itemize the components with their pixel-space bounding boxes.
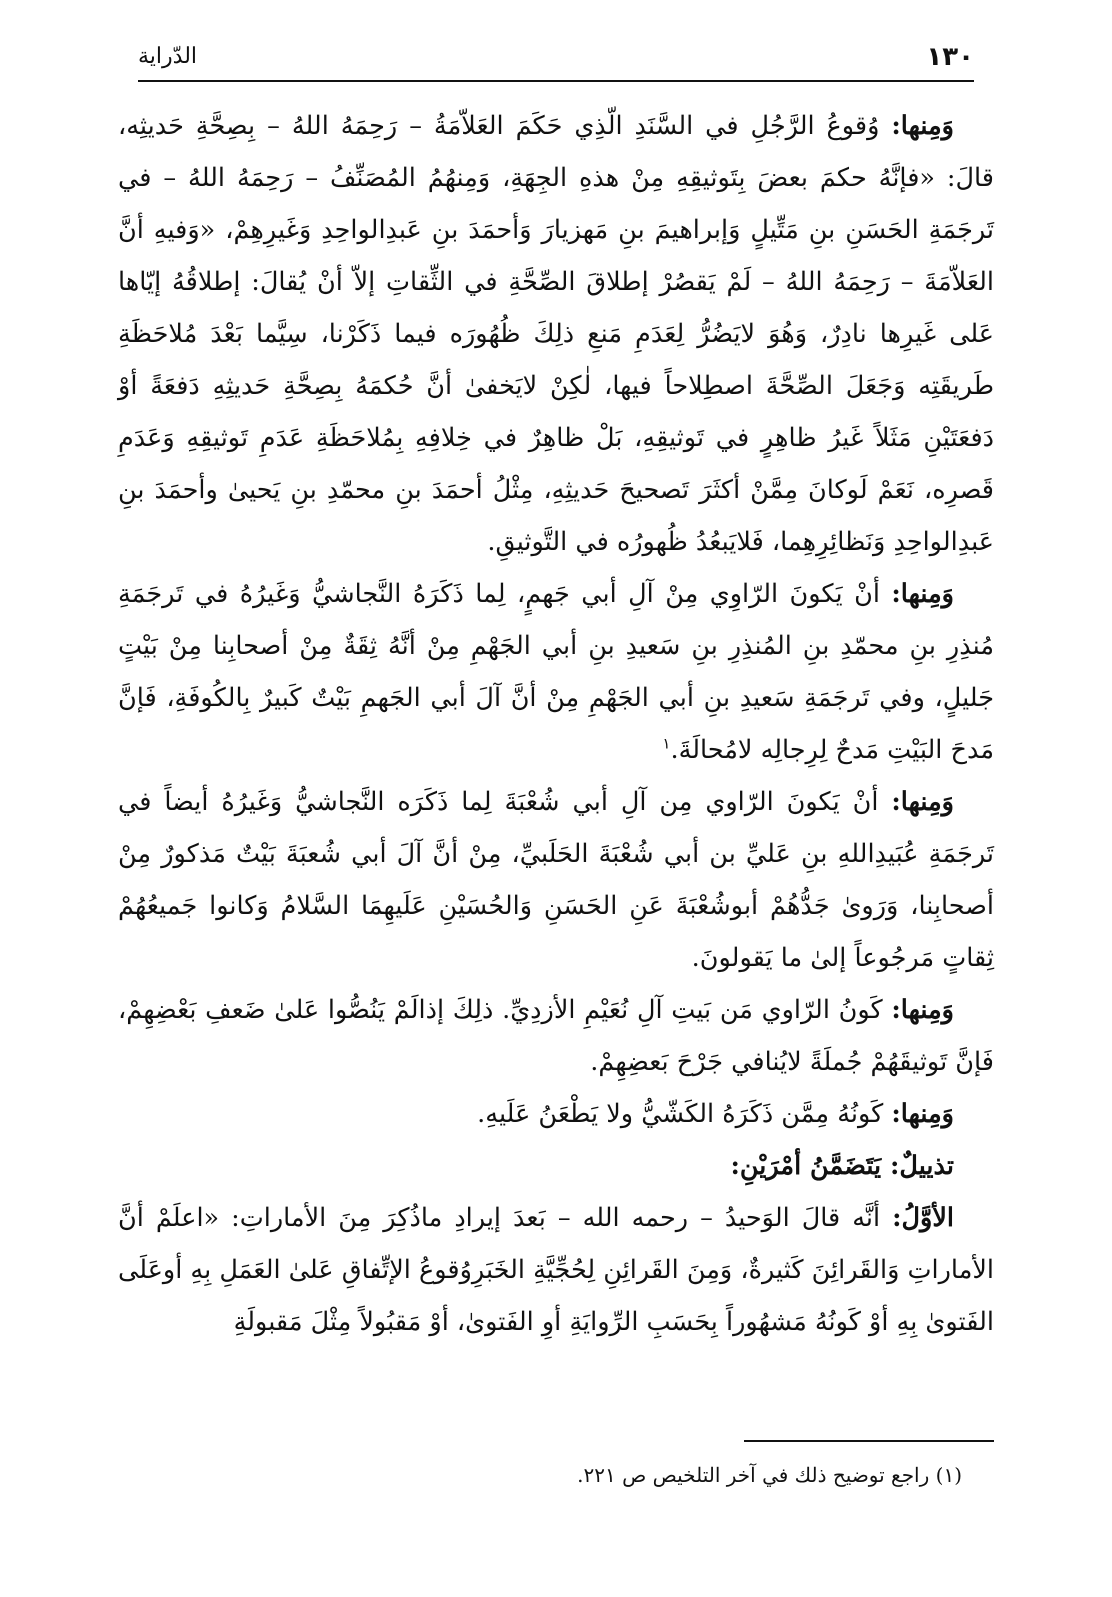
page-header bbox=[138, 40, 974, 82]
paragraph bbox=[118, 776, 994, 984]
paragraph-lead: الأوَّلُ: bbox=[892, 1203, 954, 1233]
body-text bbox=[118, 100, 994, 1348]
paragraph bbox=[118, 984, 994, 1088]
paragraph-text: أنْ يَكونَ الرّاوِي مِنْ آلِ أبي جَهمٍ، لِما ذَكَرَهُ النَّجاشيُّ وَغَيرُهُ في تَرجَمَةِ مُنذِرِ بنِ محمّدِ بنِ المُنذِرِ بنِ سَعيدِ بنِ أبي الجَهْمِ مِنْ أنَّهُ ثِقَةٌ مِنْ أصحابِنا مِنْ بَيْتٍ جَليلٍ، وفي تَرجَمَةِ سَعيدِ بنِ أبي الجَهْمِ مِنْ أنَّ آلَ أبي الجَهمِ بَيْتٌ كَبيرٌ بِالكُوفَةِ، فَإنَّ مَدحَ البَيْتِ مَدحٌ لِرِجالِه لامُحالَةَ. bbox=[118, 579, 994, 765]
paragraph-text: وُقوعُ الرَّجُلِ في السَّنَدِ الّذِي حَكَمَ العَلاّمَةُ – رَحِمَهُ اللهُ – بِصِحَّةِ حَديثِه، قالَ: «فإنَّهُ حكمَ بعضَ بِتَوثيقِهِ مِنْ هذهِ الجِهَةِ، وَمِنهُمُ المُصَنِّفُ – رَحِمَهُ اللهُ – في تَرجَمَةِ الحَسَنِ بنِ مَتِّيلٍ وَإبراهيمَ بنِ مَهزيارَ وَأحمَدَ بنِ عَبدِالواحِدِ وَغَيرِهِمْ، «وَفيهِ أنَّ العَلاّمَةَ – رَحِمَهُ اللهُ – لَمْ يَقصُرْ إطلاقَ الصِّحَّةِ في الثِّقاتِ إلاّ أنْ يُقالَ: إطلاقُهُ إيّاها عَلى غَيرِها نادِرٌ، وَهُوَ لايَضُرُّ لِعَدَمِ مَنعِ ذلِكَ ظُهُورَه فيما ذَكَرْنا، سِيَّما بَعْدَ مُلاحَظَةِ طَريقَتِه وَجَعَلَ الصِّحَّةَ اصطِلاحاً فيها، لٰكِنْ لايَخفىٰ أنَّ حُكمَهُ بِصِحَّةِ حَديثِهِ دَفعَةً أوْ دَفعَتَيْنِ مَثَلاً غَيرُ ظاهِرٍ في تَوثيقِهِ، بَلْ ظاهِرٌ في خِلافِهِ بِمُلاحَظَةِ عَدَمِ تَوثيقِهِ وَعَدَمِ قَصرِه، نَعَمْ لَوكانَ مِمَّنْ أكثَرَ تَصحيحَ حَديثِهِ، مِثْلُ أحمَدَ بنِ محمّدِ بنِ يَحيىٰ وأحمَدَ بنِ عَبدِالواحِدِ وَنَظائِرِهِما، فَلايَبعُدُ ظُهورُه في التَّوثيقِ. bbox=[118, 111, 994, 557]
footnote-text: (١) راجع توضيح ذلك في آخر التلخيص ص ٢٢١. bbox=[577, 1463, 962, 1487]
footnote-divider bbox=[744, 1440, 994, 1442]
tadhyil-heading bbox=[118, 1140, 994, 1192]
paragraph-lead: وَمِنها: bbox=[891, 995, 954, 1025]
paragraph-lead: وَمِنها: bbox=[891, 787, 954, 817]
page-number: ١٣٠ bbox=[926, 42, 974, 72]
paragraph-text: كَونُهُ مِمَّن ذَكَرَهُ الكَشّيُّ ولا يَطْعَنُ عَلَيهِ. bbox=[477, 1099, 884, 1129]
tadhyil-text: يَتَضَمَّنُ أمْرَيْنِ: bbox=[730, 1151, 882, 1181]
paragraph-lead: وَمِنها: bbox=[891, 111, 954, 141]
paragraph-text: أنَّه قالَ الوَحيدُ – رحمه الله – بَعدَ إيرادِ ماذُكِرَ مِنَ الأماراتِ: «اعلَمْ أنَّ الأماراتِ وَالقَرائِنَ كَثيرةٌ، وَمِنَ القَرائِنِ لِحُجِّيَّةِ الخَبَرِوُقوعُ الإتِّفاقِ عَلىٰ العَمَلِ بِهِ أوعَلَى الفَتوىٰ بِهِ أوْ كَونُهُ مَشهُوراً بِحَسَبِ الرِّوايَةِ أوِ الفَتوىٰ، أوْ مَقبُولاً مِثْلَ مَقبولَةِ bbox=[118, 1203, 994, 1337]
paragraph-lead: وَمِنها: bbox=[891, 579, 954, 609]
paragraph bbox=[118, 100, 994, 568]
running-title: الدّراية bbox=[138, 44, 198, 69]
footnote bbox=[118, 1460, 962, 1490]
paragraph-text: كَونُ الرّاوي مَن بَيتِ آلِ نُعَيْمِ الأزدِيِّ. ذلِكَ إذالَمْ يَنُصُّوا عَلىٰ ضَعفِ بَعْضِهِمْ، فَإنَّ تَوثيقَهُمْ جُملَةً لايُنافي جَرْحَ بَعضِهِمْ. bbox=[118, 995, 994, 1077]
paragraph bbox=[118, 1088, 994, 1140]
paragraph bbox=[118, 568, 994, 776]
paragraph-lead: وَمِنها: bbox=[891, 1099, 954, 1129]
paragraph bbox=[118, 1192, 994, 1348]
tadhyil-label: تذييلٌ: bbox=[890, 1151, 954, 1181]
footnote-marker: ١ bbox=[662, 734, 671, 753]
paragraph-text: أنْ يَكونَ الرّاوي مِن آلِ أبي شُعْبَةَ لِما ذَكَرَه النَّجاشيُّ وَغَيرُهُ أيضاً في تَرجَمَةِ عُبَيدِاللهِ بنِ عَليِّ بن أبي شُعْبَةَ الحَلَبيِّ، مِنْ أنَّ آلَ أبي شُعبَةَ بَيْتٌ مَذكورٌ مِنْ أصحابِنا، وَرَوىٰ جَدُّهُمْ أبوشُعْبَةَ عَنِ الحَسَنِ وَالحُسَيْنِ عَلَيهِمَا السَّلامُ وَكانوا جَميعُهُمْ ثِقاتٍ مَرجُوعاً إلىٰ ما يَقولونَ. bbox=[118, 787, 994, 973]
